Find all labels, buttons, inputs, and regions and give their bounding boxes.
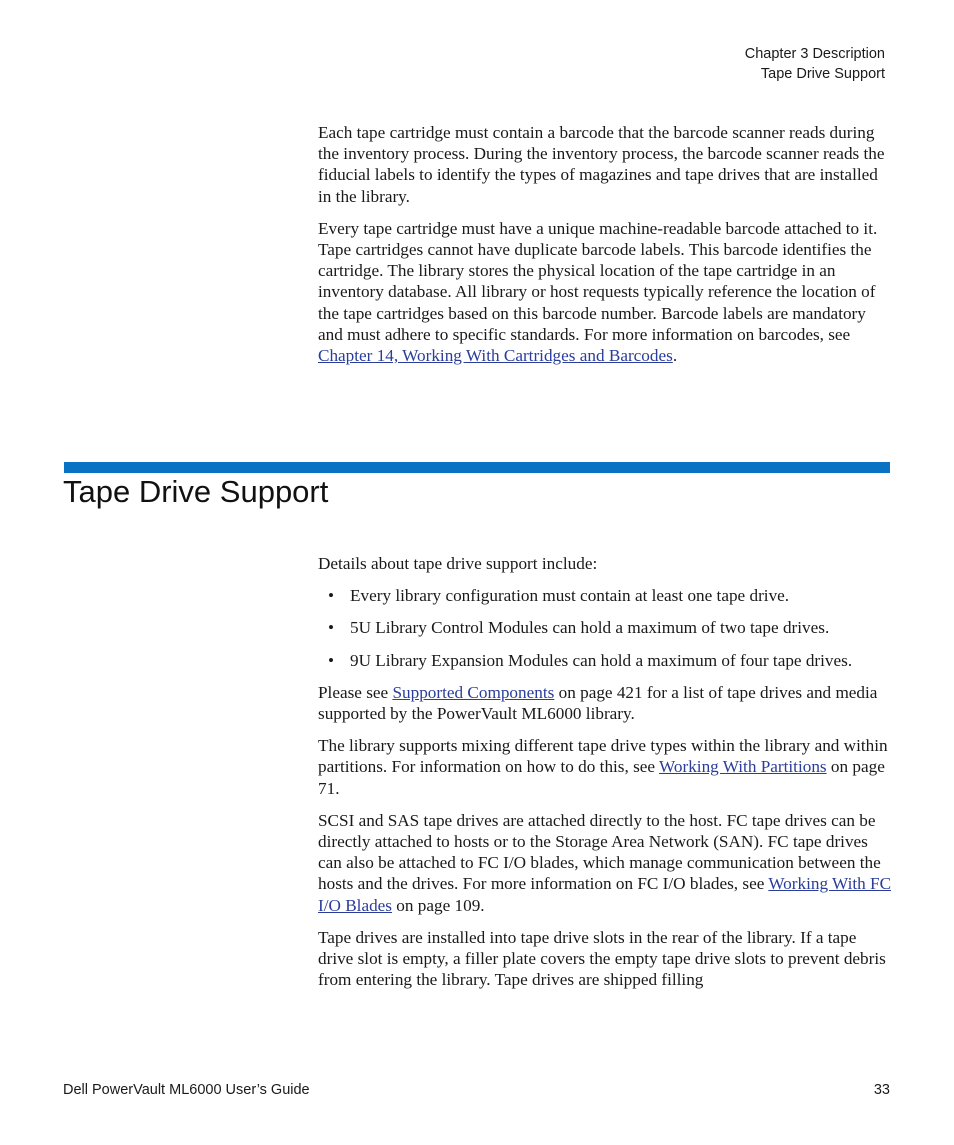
supported-post: on page 421 for a list of tape drives and media supported by the PowerVault ML6000 library.	[318, 682, 878, 724]
scsi-pre: SCSI and SAS tape drives are attached directly to the host. FC tape drives can be directly attached to hosts or to the Storage Area Network (SAN). FC tape drives can also be attached to FC I/O blades, which manage communication between the hosts and the drives. For more information on FC I/O blades, see	[318, 810, 881, 894]
header-section: Tape Drive Support	[760, 66, 885, 82]
section-lead: Details about tape drive support include:	[318, 554, 598, 573]
link-supported-components[interactable]: Supported Components	[392, 682, 555, 702]
mixing-post: on page 71.	[318, 757, 885, 798]
bullet-icon: •	[328, 586, 335, 606]
list-item-text: 5U Library Control Modules can hold a maximum of two tape drives.	[350, 618, 830, 638]
footer-guide-title: Dell PowerVault ML6000 User’s Guide	[63, 1082, 310, 1098]
list-item	[318, 650, 893, 671]
list-item-text: 9U Library Expansion Modules can hold a maximum of four tape drives.	[350, 650, 853, 670]
intro-text	[318, 122, 893, 377]
scsi-paragraph	[318, 810, 893, 916]
list-item	[318, 617, 893, 638]
bullet-icon: •	[328, 618, 335, 638]
supported-pre: Please see	[318, 682, 393, 702]
link-working-with-partitions[interactable]: Working With Partitions	[659, 757, 827, 777]
list-item-text: Every library configuration must contain at least one tape drive.	[350, 586, 790, 606]
intro-paragraph-2-text: Every tape cartridge must have a unique machine-readable barcode attached to it. Tape cartridges cannot have duplicate barcode labels. This barcode identifies the cartridge. The library stores the physical location of the tape cartridge in an inventory database. All library or host requests typically reference the location of the tape cartridges based on this barcode number. Barcode labels are mandatory and must adhere to specific standards. For more information on barcodes, see	[318, 218, 878, 344]
intro-paragraph-2-end: .	[672, 346, 678, 366]
mixing-paragraph	[318, 735, 893, 799]
link-chapter-14[interactable]: Chapter 14, Working With Cartridges and Barcodes	[318, 346, 673, 366]
header-chapter: Chapter 3 Description	[744, 46, 885, 62]
scsi-post: on page 109.	[392, 895, 485, 915]
section-title: Tape Drive Support	[63, 474, 329, 509]
list-item	[318, 585, 893, 606]
bullet-list	[318, 585, 893, 671]
bullet-icon: •	[328, 650, 335, 670]
footer-page-number: 33	[873, 1082, 890, 1098]
intro-paragraph-1: Each tape cartridge must contain a barcode that the barcode scanner reads during the inventory process. During the inventory process, the barcode scanner reads the fiducial labels to identify the types of magazines and tape drives that are installed in the library.	[318, 123, 885, 206]
supported-paragraph	[318, 682, 893, 724]
intro-paragraph-2	[318, 218, 893, 366]
slots-paragraph: Tape drives are installed into tape drive slots in the rear of the library. If a tape drive slot is empty, a filler plate covers the empty tape drive slots to prevent debris from entering the library. Tape drives are shipped filling	[318, 927, 886, 990]
section-body	[318, 553, 893, 1001]
running-header	[745, 44, 885, 84]
link-fc-io-blades[interactable]: Working With FC I/O Blades	[318, 874, 892, 915]
mixing-pre: The library supports mixing different tape drive types within the library and within partitions. For information on how to do this, see	[318, 736, 888, 777]
